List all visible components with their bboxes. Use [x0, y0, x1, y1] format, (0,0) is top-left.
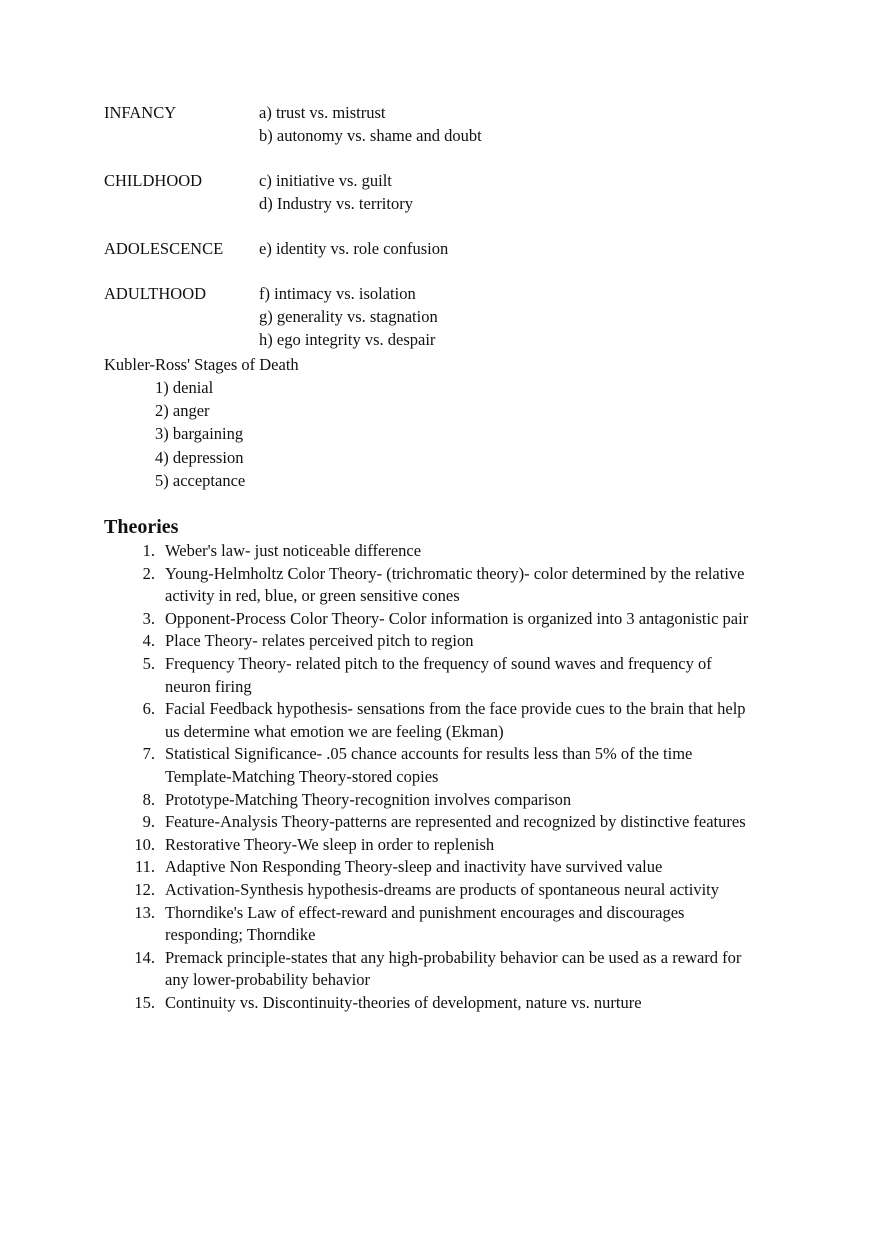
stage-items: [259, 237, 824, 260]
stage-label: INFANCY: [104, 103, 177, 122]
item-text: Feature-Analysis Theory-patterns are represented and recognized by distinctive features: [165, 812, 746, 832]
stage-childhood: [104, 169, 824, 215]
list-item: [104, 653, 784, 698]
theories-section: [104, 514, 784, 1014]
item-number: 4.: [142, 631, 155, 651]
item-text: Frequency Theory- related pitch to the frequency of sound waves and frequency of neuron firing: [165, 653, 712, 696]
list-item: [104, 789, 784, 812]
list-item: 2) anger: [155, 401, 210, 421]
stage-item: a) trust vs. mistrust: [259, 103, 386, 122]
list-item: [104, 630, 784, 653]
stage-item: c) initiative vs. guilt: [259, 171, 392, 190]
item-number: 15.: [134, 992, 155, 1012]
item-number: 12.: [134, 879, 155, 899]
erikson-stages: [104, 101, 824, 351]
list-item: 3) bargaining: [155, 424, 244, 444]
list-item: 1) denial: [155, 378, 214, 397]
kubler-ross-title: Kubler-Ross' Stages of Death: [104, 355, 299, 374]
item-number: 2.: [142, 563, 155, 583]
item-text: Prototype-Matching Theory-recognition involves comparison: [165, 789, 572, 809]
stage-label: CHILDHOOD: [104, 171, 203, 190]
item-number: 5.: [142, 653, 155, 673]
stage-item: d) Industry vs. territory: [259, 194, 413, 213]
item-number: 9.: [142, 812, 155, 832]
list-item: 4) depression: [155, 447, 244, 467]
item-number: 10.: [134, 834, 155, 854]
stage-label: ADULTHOOD: [104, 284, 207, 303]
list-item: [104, 563, 784, 608]
item-text: Premack principle-states that any high-probability behavior can be used as a reward for any lower-probability behavior: [165, 947, 742, 990]
list-item: 5) acceptance: [155, 470, 246, 490]
item-text: Opponent-Process Color Theory- Color information is organized into 3 antagonistic pair: [165, 608, 749, 628]
stage-label: ADOLESCENCE: [104, 239, 224, 258]
stage-items: [259, 169, 824, 215]
stage-adolescence: [104, 237, 824, 260]
stage-item: f) intimacy vs. isolation: [259, 284, 416, 303]
list-item: [104, 540, 784, 563]
theory-list: [104, 540, 784, 1014]
stage-items: [259, 101, 824, 147]
item-text: Activation-Synthesis hypothesis-dreams are products of spontaneous neural activity: [165, 879, 719, 899]
stage-item: g) generality vs. stagnation: [259, 307, 438, 326]
kubler-ross-section: [104, 353, 299, 492]
list-item: [104, 608, 784, 631]
list-item: [104, 834, 784, 857]
item-text: Restorative Theory-We sleep in order to replenish: [165, 834, 495, 854]
kubler-ross-list: [104, 376, 299, 492]
stage-item: h) ego integrity vs. despair: [259, 330, 436, 349]
item-text: Thorndike's Law of effect-reward and punishment encourages and discourages responding; Thorndike: [165, 902, 685, 945]
item-number: 6.: [142, 699, 155, 719]
list-item: [104, 743, 784, 788]
item-text: Place Theory- relates perceived pitch to region: [165, 631, 474, 651]
list-item: [104, 698, 784, 743]
stage-infancy: [104, 101, 824, 147]
item-text: Statistical Significance- .05 chance accounts for results less than 5% of the time Template-Matching Theory-stored copies: [165, 744, 693, 786]
stage-adulthood: [104, 282, 824, 351]
stage-item: b) autonomy vs. shame and doubt: [259, 126, 482, 145]
list-item: [104, 856, 784, 879]
list-item: [104, 811, 784, 834]
theories-heading: Theories: [104, 516, 179, 538]
stage-item: e) identity vs. role confusion: [259, 239, 449, 258]
list-item: [104, 879, 784, 902]
item-number: 11.: [134, 857, 155, 877]
item-number: 7.: [142, 744, 155, 764]
item-number: 13.: [134, 902, 155, 922]
list-item: [104, 947, 784, 992]
list-item: [104, 902, 784, 947]
item-number: 3.: [142, 608, 155, 628]
item-text: Young-Helmholtz Color Theory- (trichromatic theory)- color determined by the relative activity in red, blue, or green sensitive cones: [165, 563, 745, 606]
item-number: 8.: [142, 789, 155, 809]
item-text: Facial Feedback hypothesis- sensations from the face provide cues to the brain that help us determine what emotion we are feeling (Ekman): [165, 699, 746, 741]
item-number: 14.: [134, 947, 155, 967]
item-number: 1.: [142, 541, 155, 560]
item-text: Adaptive Non Responding Theory-sleep and inactivity have survived value: [165, 857, 663, 877]
list-item: [104, 992, 784, 1015]
item-text: Continuity vs. Discontinuity-theories of development, nature vs. nurture: [165, 992, 642, 1012]
stage-items: [259, 282, 824, 351]
item-text: Weber's law- just noticeable difference: [165, 541, 422, 560]
